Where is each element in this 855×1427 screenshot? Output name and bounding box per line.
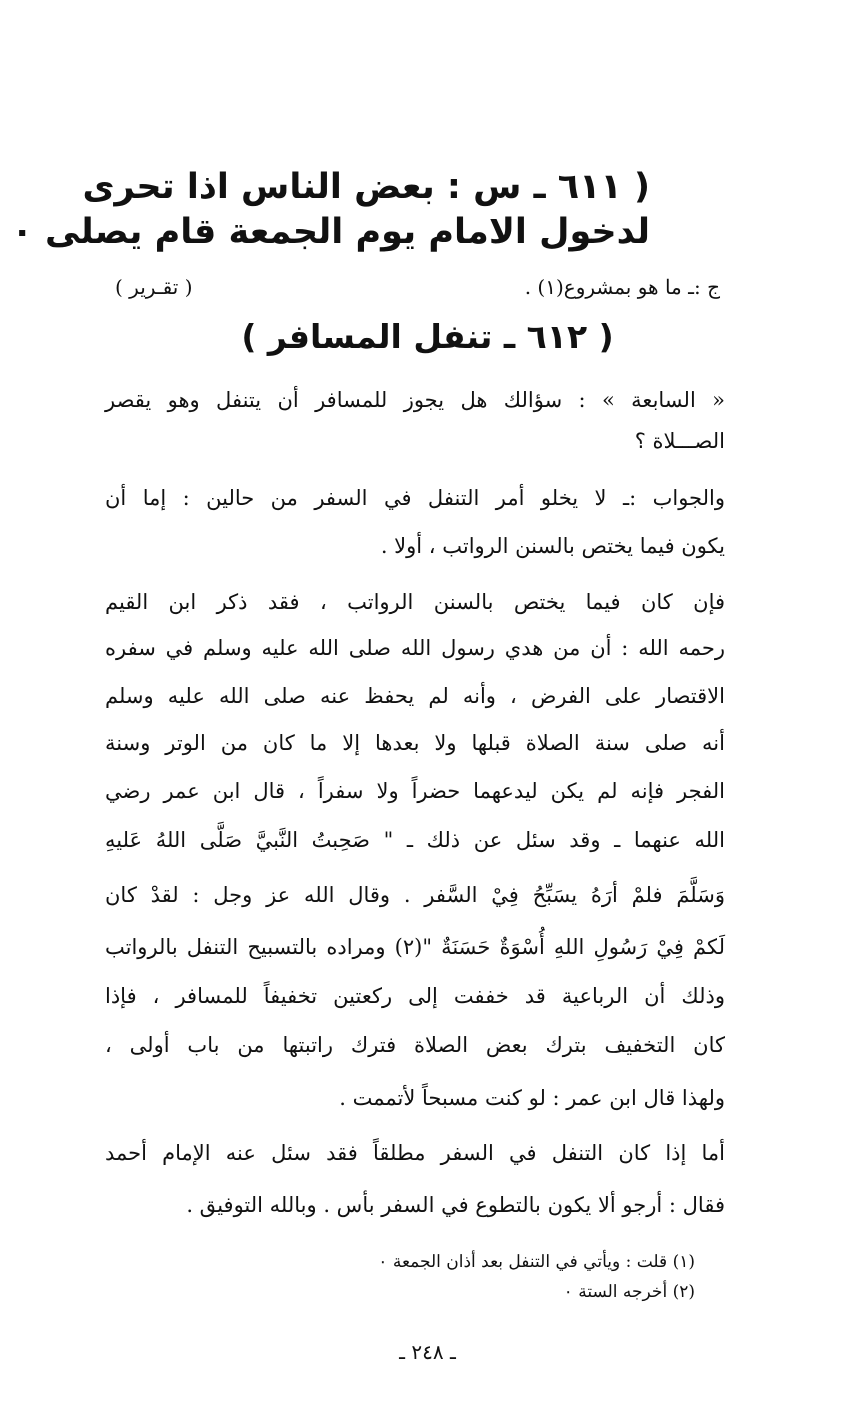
body-line: وَسَلَّمَ فلمْ أرَهُ يسَبِّحُ فِيْ السَّفر . وقال الله عز وجل : لقدْ كان — [105, 883, 725, 907]
question-611-source: ( تقـرير ) — [115, 275, 193, 299]
body-line: يكون فيما يختص بالسنن الرواتب ، أولا . — [380, 534, 725, 558]
question-611-answer: ج :ـ ما هو بمشروع(١) . — [524, 275, 720, 299]
section-612-title: ( ٦١٢ ـ تنفل المسافر ) — [241, 317, 614, 356]
body-line: ولهذا قال ابن عمر : لو كنت مسبحاً لأتممت . — [339, 1086, 725, 1110]
body-line: أنه صلى سنة الصلاة قبلها ولا بعدها إلا ما كان من الوتر وسنة — [105, 731, 725, 755]
body-line: « السابعة » : سؤالك هل يجوز للمسافر أن يتنفل وهو يقصر — [105, 388, 725, 412]
body-line: كان التخفيف بترك بعض الصلاة فترك راتبتها من باب أولى ، — [105, 1033, 725, 1057]
body-line: أما إذا كان التنفل في السفر مطلقاً فقد سئل عنه الإمام أحمد — [105, 1141, 725, 1165]
body-line: وذلك أن الرباعية قد خففت إلى ركعتين تخفيفاً للمسافر ، فإذا — [105, 984, 725, 1008]
footnote-1: (١) قلت : ويأتي في التنفل بعد أذان الجمعة ٠ — [378, 1252, 695, 1272]
body-line: الفجر فإنه لم يكن ليدعهما حضراً ولا سفراً ، قال ابن عمر رضي — [105, 779, 725, 803]
question-611-title-line-2: لدخول الامام يوم الجمعة قام يصلى ٠ — [11, 212, 650, 252]
body-line: لَكمْ فِيْ رَسُولِ اللهِ أُسْوَةٌ حَسَنَةٌ "(٢) ومراده بالتسبيح التنفل بالرواتب — [105, 935, 726, 959]
footnote-2: (٢) أخرجه الستة ٠ — [563, 1282, 695, 1302]
body-line: الله عنهما ـ وقد سئل عن ذلك ـ " صَحِبتُ النَّبيَّ صَلَّى اللهُ عَليهِ — [105, 828, 725, 852]
question-611-answer-row — [115, 275, 720, 305]
body-line: فقال : أرجو ألا يكون بالتطوع في السفر بأس . وبالله التوفيق . — [186, 1193, 725, 1217]
body-line: رحمه الله : أن من هدي رسول الله صلى الله عليه وسلم في سفره — [105, 636, 725, 660]
body-line: الصـــلاة ؟ — [634, 429, 725, 453]
body-line: فإن كان فيما يختص بالسنن الرواتب ، فقد ذكر ابن القيم — [105, 590, 726, 614]
page-number: ـ ٢٤٨ ـ — [399, 1340, 456, 1364]
question-611-title-line-1: ( ٦١١ ـ س : بعض الناس اذا تحرى — [82, 167, 650, 207]
body-line: والجواب :ـ لا يخلو أمر التنفل في السفر من حالين : إما أن — [105, 486, 725, 510]
body-line: الاقتصار على الفرض ، وأنه لم يحفظ عنه صلى الله عليه وسلم — [105, 684, 725, 708]
